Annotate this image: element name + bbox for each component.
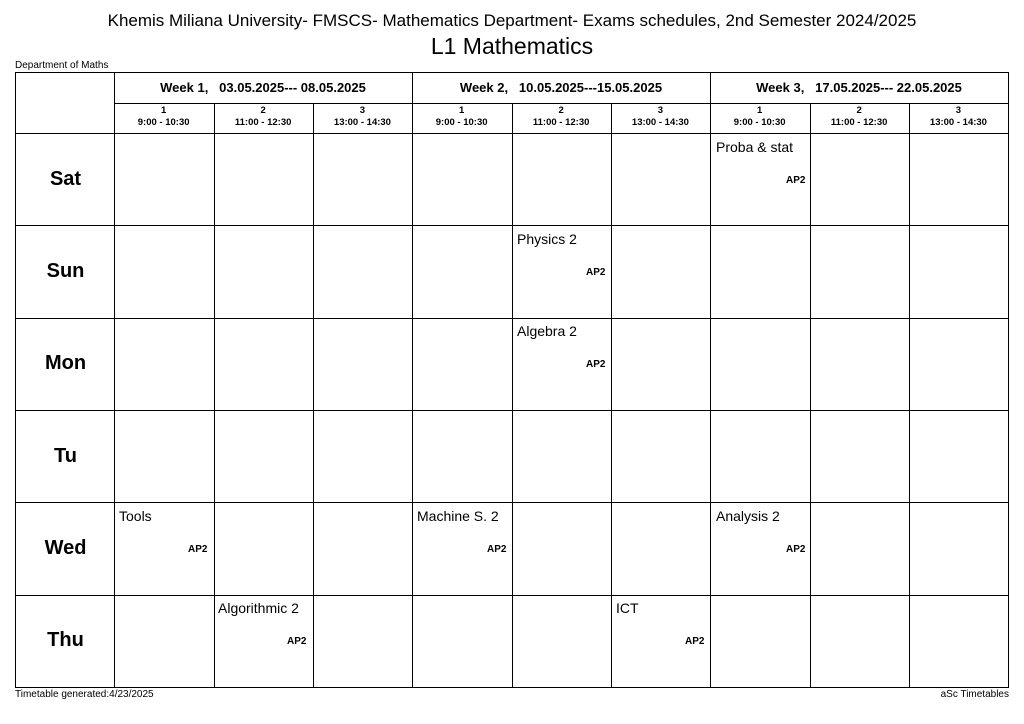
week-1-header: Week 1, 03.05.2025--- 08.05.2025 [160, 80, 366, 95]
row-divider [16, 318, 1008, 319]
exam-subject: Tools [119, 508, 152, 524]
timetable-grid [15, 72, 1009, 688]
day-label-mon: Mon [44, 352, 87, 374]
column-divider [214, 103, 215, 687]
exam-room: AP2 [786, 544, 806, 555]
period-number: 2 [260, 105, 266, 116]
period-number: 1 [161, 105, 167, 116]
period-time: 13:00 - 14:30 [929, 117, 987, 128]
period-time: 13:00 - 14:30 [333, 117, 391, 128]
period-header [909, 105, 1008, 129]
exam-subject: Proba & stat [716, 139, 794, 155]
exam-subject: Algebra 2 [517, 323, 577, 339]
day-label-tu: Tu [54, 445, 77, 467]
exam-room: AP2 [786, 175, 806, 186]
day-label-thu: Thu [47, 629, 84, 651]
exam-room: AP2 [287, 636, 307, 647]
column-divider [810, 103, 811, 687]
header-bottom-divider [16, 133, 1008, 134]
software-credit: aSc Timetables [940, 689, 1009, 700]
week-2-header: Week 2, 10.05.2025---15.05.2025 [459, 80, 663, 95]
week-3-header: Week 3, 17.05.2025--- 22.05.2025 [756, 80, 962, 95]
period-header [214, 105, 313, 129]
column-divider [313, 103, 314, 687]
period-number: 2 [856, 105, 862, 116]
row-divider [16, 225, 1008, 226]
period-header [611, 105, 710, 129]
period-time: 9:00 - 10:30 [733, 117, 786, 128]
period-time: 13:00 - 14:30 [631, 117, 689, 128]
day-label-sat: Sat [49, 168, 82, 190]
exam-room: AP2 [586, 359, 606, 370]
exam-room: AP2 [188, 544, 208, 555]
period-time: 11:00 - 12:30 [234, 117, 292, 128]
column-divider [512, 103, 513, 687]
class-title: L1 Mathematics [430, 33, 594, 59]
header-divider [114, 103, 1008, 104]
column-divider [909, 103, 910, 687]
row-divider [16, 410, 1008, 411]
schedule-title: Khemis Miliana University- FMSCS- Mathematics Department- Exams schedules, 2nd Semester 2024/2025 [107, 11, 917, 30]
period-number: 3 [657, 105, 664, 116]
period-number: 1 [459, 105, 465, 116]
exam-room: AP2 [487, 544, 507, 555]
department-label: Department of Maths [15, 60, 109, 71]
generated-date: Timetable generated:4/23/2025 [15, 689, 154, 700]
period-time: 11:00 - 12:30 [830, 117, 888, 128]
period-number: 1 [757, 105, 763, 116]
exam-subject: ICT [616, 600, 639, 616]
exam-subject: Physics 2 [517, 231, 577, 247]
period-header [512, 105, 611, 129]
period-header [114, 105, 213, 129]
exam-subject: Algorithmic 2 [218, 600, 299, 616]
period-header [313, 105, 412, 129]
period-number: 2 [558, 105, 564, 116]
row-divider [16, 595, 1008, 596]
exam-room: AP2 [685, 636, 705, 647]
exam-subject: Analysis 2 [716, 508, 780, 524]
period-number: 3 [359, 105, 366, 116]
period-header [412, 105, 511, 129]
exam-room: AP2 [586, 267, 606, 278]
row-divider [16, 502, 1008, 503]
column-divider [611, 103, 612, 687]
period-time: 9:00 - 10:30 [137, 117, 190, 128]
day-label-wed: Wed [44, 537, 87, 559]
period-header [810, 105, 909, 129]
period-header [710, 105, 809, 129]
period-number: 3 [955, 105, 962, 116]
period-time: 11:00 - 12:30 [532, 117, 590, 128]
exam-subject: Machine S. 2 [417, 508, 499, 524]
period-time: 9:00 - 10:30 [435, 117, 488, 128]
day-label-sun: Sun [46, 260, 85, 282]
